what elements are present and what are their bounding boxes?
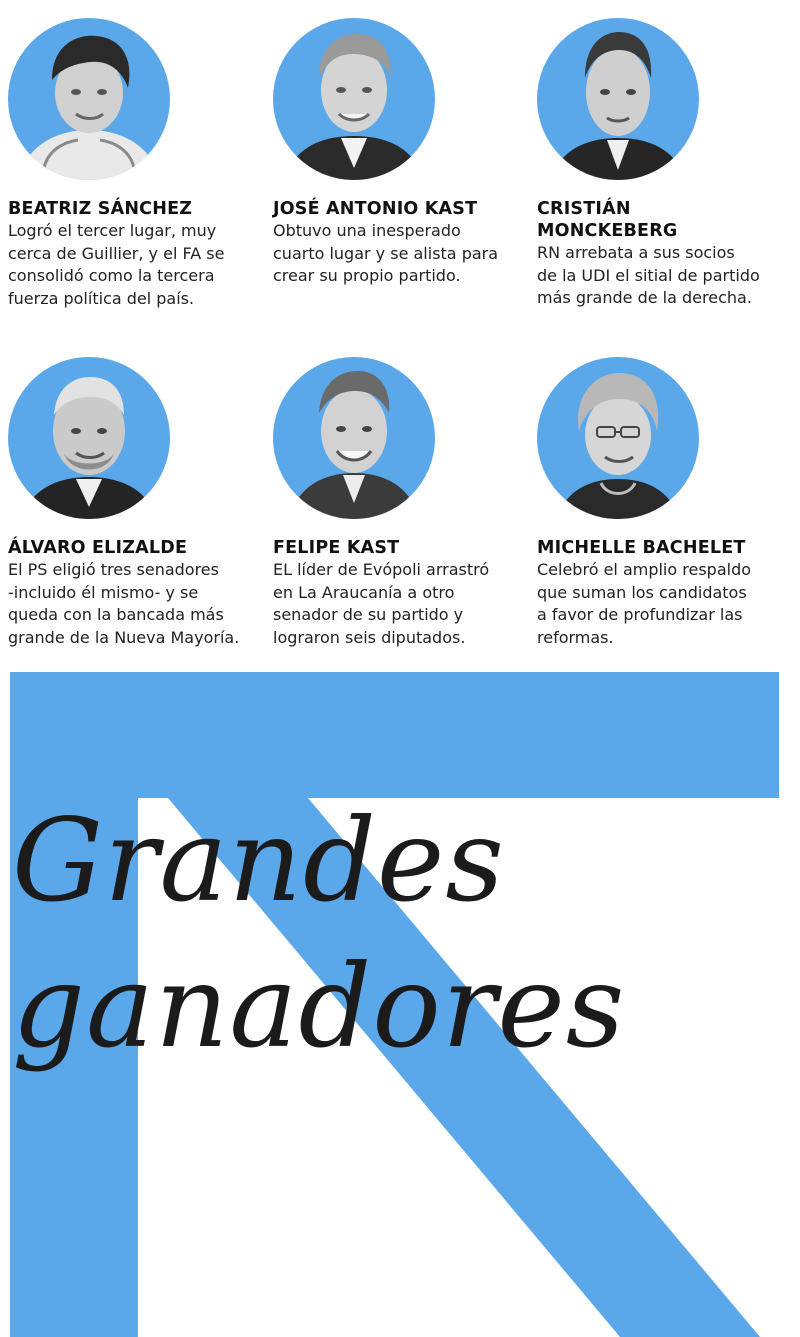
portrait-photo — [273, 357, 435, 519]
headline-line-2: ganadores — [12, 940, 626, 1073]
portrait-icon — [273, 357, 435, 519]
profile-name: BEATRIZ SÁNCHEZ — [8, 199, 193, 219]
portrait-photo — [537, 18, 699, 180]
profile-name: CRISTIÁN MONCKEBERG — [537, 199, 678, 241]
profile-card — [273, 357, 523, 649]
portrait-photo — [537, 357, 699, 519]
profile-card — [537, 357, 787, 649]
portrait-icon — [273, 18, 435, 180]
profile-description: RN arrebata a sus socios de la UDI el sitial de partido más grande de la derecha. — [537, 243, 760, 307]
profile-name: FELIPE KAST — [273, 538, 400, 558]
portrait-photo — [8, 357, 170, 519]
profile-card — [8, 357, 258, 649]
portrait-icon — [8, 357, 170, 519]
portrait-photo — [273, 18, 435, 180]
portrait-photo — [8, 18, 170, 180]
headline-title — [12, 788, 625, 1080]
headline-line-1: Grandes — [12, 794, 505, 927]
profile-name: ÁLVARO ELIZALDE — [8, 538, 188, 558]
profile-description: Obtuvo una inesperado cuarto lugar y se alista para crear su propio partido. — [273, 221, 499, 285]
profile-description: El PS eligió tres senadores -incluido él mismo- y se queda con la bancada más grande de la Nueva Mayoría. — [8, 560, 240, 647]
profiles-grid — [0, 0, 800, 660]
portrait-icon — [537, 357, 699, 519]
profile-name: JOSÉ ANTONIO KAST — [273, 199, 478, 219]
portrait-icon — [8, 18, 170, 180]
profile-description: EL líder de Evópoli arrastró en La Araucanía a otro senador de su partido y lograron seis diputados. — [273, 560, 490, 647]
profile-description: Celebró el amplio respaldo que suman los candidatos a favor de profundizar las reformas. — [537, 560, 752, 647]
profile-card — [273, 18, 523, 288]
profile-name: MICHELLE BACHELET — [537, 538, 746, 558]
profile-card — [537, 18, 787, 310]
portrait-icon — [537, 18, 699, 180]
profile-card — [8, 18, 258, 310]
headline-banner — [0, 660, 800, 1337]
profile-description: Logró el tercer lugar, muy cerca de Guillier, y el FA se consolidó como la tercera fuerza política del país. — [8, 221, 225, 308]
